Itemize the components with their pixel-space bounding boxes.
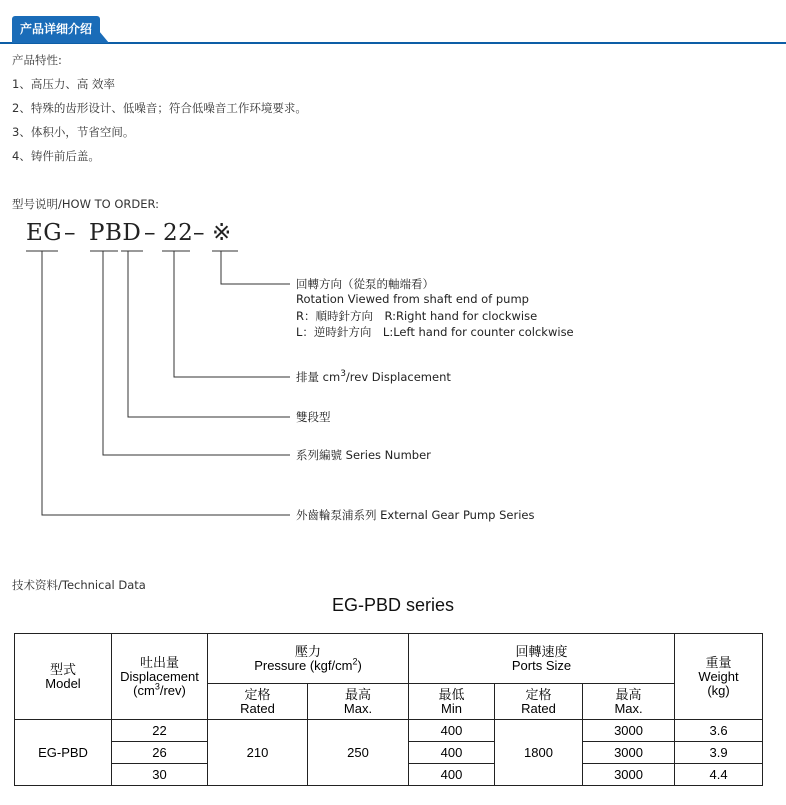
code-eg: EG — [26, 220, 63, 246]
displacement-sup: 3 — [340, 369, 346, 380]
speed-rated-en: Rated — [521, 700, 556, 716]
header-weight — [675, 634, 763, 720]
cell-weight: 3.6 — [675, 720, 763, 742]
header-pressure-max — [308, 684, 409, 720]
pressure-zh: 壓力 — [295, 643, 322, 659]
header-displacement — [112, 634, 208, 720]
code-rotation-mark: ※ — [212, 220, 232, 246]
cell-max-pressure: 250 — [308, 720, 409, 786]
table-row — [15, 720, 763, 742]
cell-max-speed: 3000 — [583, 764, 675, 786]
double-stage-label: 雙段型 — [296, 410, 331, 424]
rotation-right: R：順時針方向 R:Right hand for clockwise — [296, 309, 538, 323]
cell-max-speed: 3000 — [583, 742, 675, 764]
cell-displacement: 26 — [112, 742, 208, 764]
header-speed-max — [583, 684, 675, 720]
speed-min-zh: 最低 — [438, 686, 465, 702]
pressure-rated-en: Rated — [240, 700, 275, 716]
weight-en: Weight — [698, 668, 739, 684]
cell-weight: 4.4 — [675, 764, 763, 786]
speed-rated-zh: 定格 — [525, 686, 552, 702]
technical-title: 技术资料/Technical Data — [12, 578, 146, 592]
cell-model: EG-PBD — [15, 720, 112, 786]
cell-weight: 3.9 — [675, 742, 763, 764]
weight-zh: 重量 — [705, 654, 732, 670]
header-speed-rated — [495, 684, 583, 720]
displacement-prefix: 排量 cm — [296, 370, 341, 384]
code-pbd: PBD — [89, 220, 142, 246]
model-zh: 型式 — [49, 661, 76, 677]
cell-displacement: 22 — [112, 720, 208, 742]
pressure-en-sup: 2 — [352, 656, 358, 667]
speed-max-en: Max. — [614, 700, 643, 716]
section-tab: 产品详细介绍 — [12, 16, 100, 43]
series-title: EG-PBD series — [331, 595, 455, 615]
cell-rated-pressure: 210 — [208, 720, 308, 786]
feature-item-4: 4、铸件前后盖。 — [12, 149, 100, 163]
rotation-label-zh: 回轉方向（從泵的軸端看） — [296, 277, 434, 291]
header-pressure — [208, 634, 409, 684]
features-title: 产品特性: — [12, 53, 62, 67]
cell-displacement: 30 — [112, 764, 208, 786]
header-model — [15, 634, 112, 720]
pressure-en-a: Pressure (kgf/cm — [254, 657, 353, 673]
cell-min-speed: 400 — [409, 720, 495, 742]
section-header — [0, 16, 786, 44]
disp-en: Displacement — [120, 668, 199, 684]
code-dash-2: – — [144, 220, 156, 246]
pressure-max-en: Max. — [343, 700, 373, 716]
pump-series-label: 外齒輪泵浦系列 External Gear Pump Series — [296, 508, 535, 522]
disp-unit-sup: 3 — [154, 681, 160, 692]
feature-item-2: 2、特殊的齿形设计、低噪音；符合低噪音工作环境要求。 — [12, 101, 307, 115]
code-dash-3: – — [193, 220, 205, 246]
cell-min-speed: 400 — [409, 742, 495, 764]
displacement-suffix: /rev Displacement — [345, 370, 451, 384]
rotation-left: L：逆時針方向 L:Left hand for counter colckwise — [296, 325, 574, 339]
displacement-label — [296, 369, 451, 385]
pressure-max-zh: 最高 — [345, 686, 372, 702]
speed-en: Ports Size — [511, 657, 572, 673]
spec-table — [14, 633, 763, 786]
pressure-rated-zh: 定格 — [244, 686, 271, 702]
speed-min-en: Min — [441, 700, 462, 716]
header-speed-min — [409, 684, 495, 720]
header-speed — [409, 634, 675, 684]
header-pressure-rated — [208, 684, 308, 720]
disp-unit-a: (cm — [133, 682, 155, 698]
model-code-diagram — [0, 218, 786, 528]
speed-zh: 回轉速度 — [515, 643, 568, 659]
code-22: 22 — [163, 220, 194, 246]
series-number-label: 系列編號 Series Number — [296, 448, 431, 462]
order-title: 型号说明/HOW TO ORDER: — [12, 197, 160, 211]
feature-item-1: 1、高压力、高 效率 — [12, 77, 115, 91]
cell-rated-speed: 1800 — [495, 720, 583, 786]
cell-min-speed: 400 — [409, 764, 495, 786]
pressure-en-b: ) — [357, 657, 362, 673]
feature-item-3: 3、体积小，节省空间。 — [12, 125, 135, 139]
cell-max-speed: 3000 — [583, 720, 675, 742]
speed-max-zh: 最高 — [615, 686, 642, 702]
model-en: Model — [45, 675, 81, 691]
disp-zh: 吐出量 — [139, 654, 179, 670]
disp-unit-b: /rev) — [159, 682, 186, 698]
code-dash-1: – — [64, 220, 76, 246]
weight-unit: (kg) — [707, 682, 730, 698]
rotation-label-en: Rotation Viewed from shaft end of pump — [296, 292, 529, 306]
